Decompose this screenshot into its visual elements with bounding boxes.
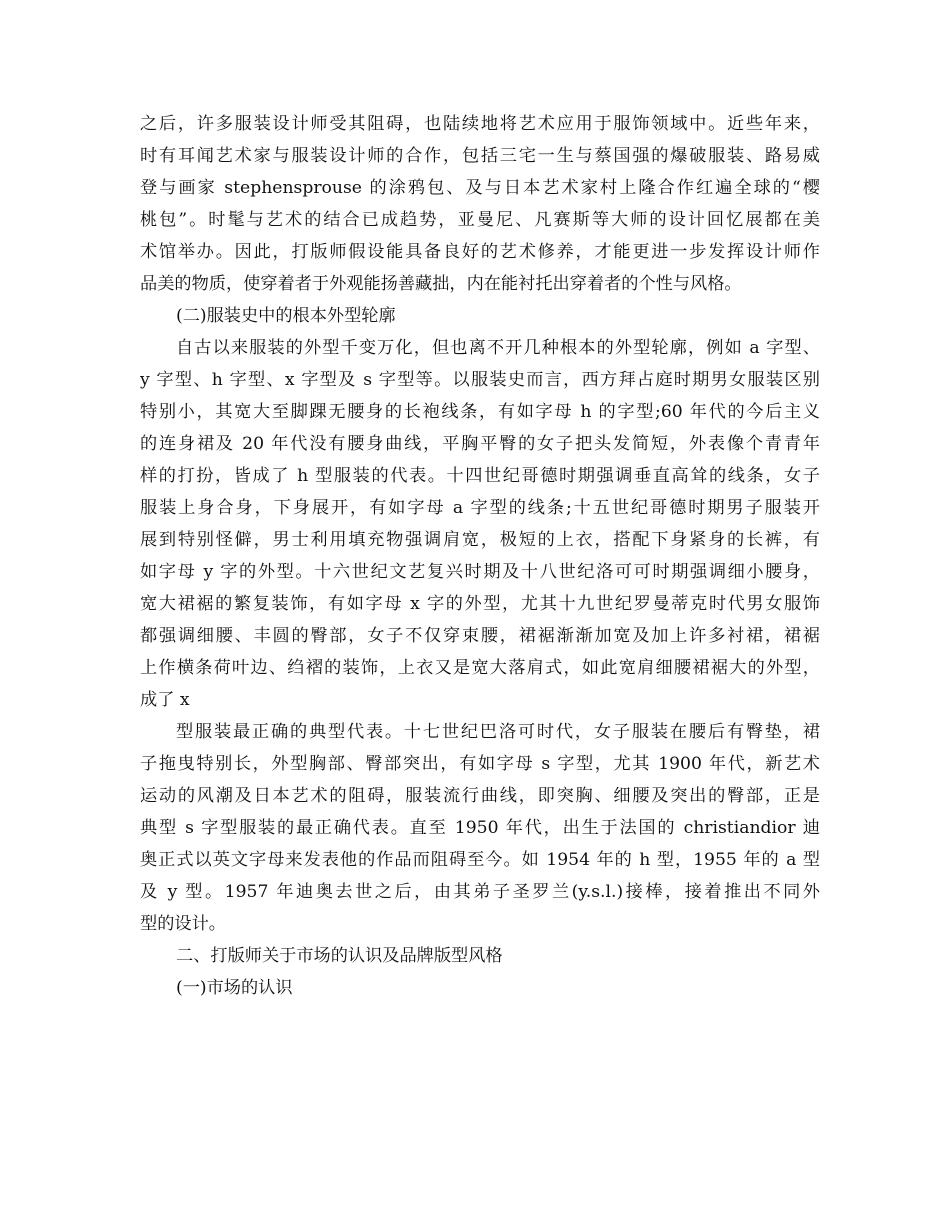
- text-line: 宽大裙裾的繁复装饰，有如字母 x 字的外型，尤其十九世纪罗曼蒂克时代男女服饰: [140, 594, 820, 614]
- text-line: y 字型、h 字型、x 字型及 s 字型等。以服装史而言，西方拜占庭时期男女服装区别: [140, 370, 820, 390]
- text-line: 型的设计。: [140, 914, 226, 934]
- section-heading: [140, 300, 820, 332]
- text-line: 的连身裙及 20 年代没有腰身曲线，平胸平臀的女子把头发简短，外表像个青青年: [140, 434, 820, 454]
- text-line: 桃包”。时髦与艺术的结合已成趋势，亚曼尼、凡赛斯等大师的设计回忆展都在美: [140, 210, 820, 230]
- text-line: 如字母 y 字的外型。十六世纪文艺复兴时期及十八世纪洛可可时期强调细小腰身，: [140, 562, 820, 582]
- heading-text: (一)市场的认识: [176, 978, 293, 998]
- text-line: 服装上身合身，下身展开，有如字母 a 字型的线条;十五世纪哥德时期男子服装开: [140, 498, 820, 518]
- text-line: 展到特别怪僻，男士利用填充物强调肩宽，极短的上衣，搭配下身紧身的长裤，有: [140, 530, 820, 550]
- text-line: 术馆举办。因此，打版师假设能具备良好的艺术修养，才能更进一步发挥设计师作: [140, 242, 820, 262]
- text-line: 型服装最正确的典型代表。十七世纪巴洛可时代，女子服装在腰后有臀垫，裙: [176, 722, 820, 742]
- paragraph: [140, 108, 820, 300]
- paragraph: [140, 332, 820, 716]
- text-line: 运动的风潮及日本艺术的阻碍，服装流行曲线，即突胸、细腰及突出的臀部，正是: [140, 786, 820, 806]
- document-page: [140, 108, 820, 1004]
- paragraph: [140, 716, 820, 940]
- text-line: 成了 x: [140, 690, 190, 710]
- section-heading: [140, 972, 820, 1004]
- text-line: 自古以来服装的外型千变万化，但也离不开几种根本的外型轮廓，例如 a 字型、: [176, 338, 820, 358]
- text-line: 上作横条荷叶边、绉褶的装饰，上衣又是宽大落肩式，如此宽肩细腰裙裾大的外型，: [140, 658, 820, 678]
- text-line: 典型 s 字型服装的最正确代表。直至 1950 年代，出生于法国的 christiandior 迪: [140, 818, 820, 838]
- text-line: 之后，许多服装设计师受其阻碍，也陆续地将艺术应用于服饰领域中。近些年来，: [140, 114, 820, 134]
- text-line: 时有耳闻艺术家与服装设计师的合作，包括三宅一生与蔡国强的爆破服装、路易威: [140, 146, 820, 166]
- text-line: 特别小，其宽大至脚踝无腰身的长袍线条，有如字母 h 的字型;60 年代的今后主义: [140, 402, 820, 422]
- text-line: 品美的物质，使穿着者于外观能扬善藏拙，内在能衬托出穿着者的个性与风格。: [140, 274, 742, 294]
- text-line: 样的打扮，皆成了 h 型服装的代表。十四世纪哥德时期强调垂直高耸的线条，女子: [140, 466, 820, 486]
- text-line: 子拖曳特别长，外型胸部、臀部突出，有如字母 s 字型，尤其 1900 年代，新艺术: [140, 754, 820, 774]
- heading-text: (二)服装史中的根本外型轮廓: [176, 306, 396, 326]
- section-heading: [140, 940, 820, 972]
- text-line: 奥正式以英文字母来发表他的作品而阻碍至今。如 1954 年的 h 型，1955 年的 a 型: [140, 850, 820, 870]
- text-line: 登与画家 stephensprouse 的涂鸦包、及与日本艺术家村上隆合作红遍全球的“樱: [140, 178, 820, 198]
- text-line: 及 y 型。1957 年迪奥去世之后，由其弟子圣罗兰(y.s.l.)接棒，接着推出不同外: [140, 882, 820, 902]
- text-line: 都强调细腰、丰圆的臀部，女子不仅穿束腰，裙裾渐渐加宽及加上许多衬裙，裙裾: [140, 626, 820, 646]
- heading-text: 二、打版师关于市场的认识及品牌版型风格: [176, 946, 503, 966]
